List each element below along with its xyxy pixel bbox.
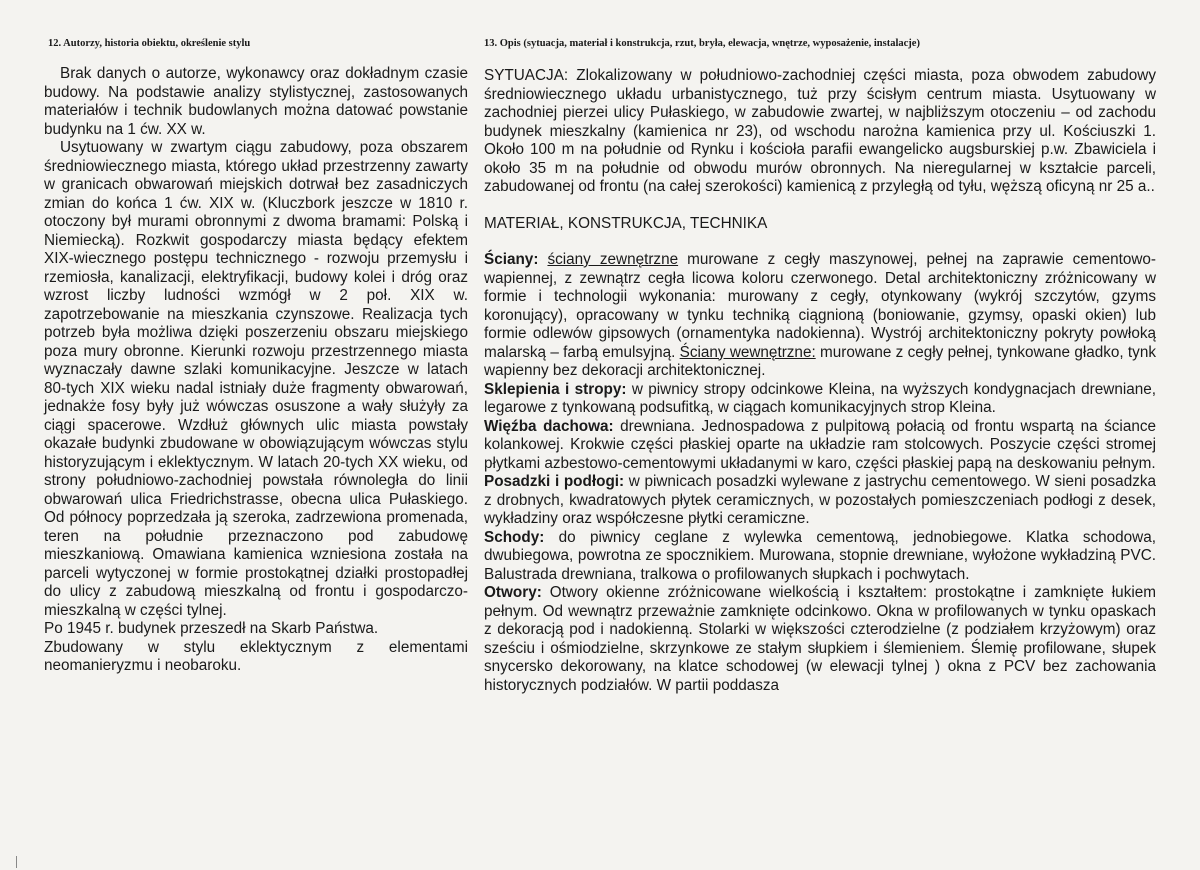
vaults-label: Sklepienia i stropy:	[484, 380, 627, 398]
floors-label: Posadzki i podłogi:	[484, 473, 625, 490]
paragraph-floors	[484, 473, 1156, 529]
floors-text: w piwnicach posadzki wylewane z jastrychu cementowego. W sieni posadzka z drobnych, kwadratowych płytek ceramicznych, w pozostałych pomieszczeniach podłogi z desek, wykładziny oraz współczesne płytki ceramiczne.	[484, 473, 1156, 527]
left-column	[44, 38, 468, 676]
paragraph-openings	[484, 584, 1156, 695]
material-heading: MATERIAŁ, KONSTRUKCJA, TECHNIKA	[484, 214, 768, 232]
outer-walls-text: murowane z cegły maszynowej, pełnej na zaprawie cementowo-wapiennej, z zewnątrz cegła licowa koloru czerwonego. Detal architektoniczny zróżnicowany w formie i technologii wykonania: murowany z cegły, otynkowany (wykrój szczytów, gzyms koronujący), opracowany w tynku techniką ciągnioną (boniowanie, gzymsy, opaski okien) lub formie odlewów gipsowych (ornamentyka nadokienna). Wystrój architektoniczny pokryty powłoką malarską – farbą emulsyjną.	[484, 251, 1156, 361]
roof-text: drewniana. Jednospadowa z pulpitową połacią od frontu wspartą na ściance kolankowej. Krokwie części płaskiej oparte na układzie ram stolcowych. Poszycie części stromej płytkami azbestowo-cementowymi układanymi w karo, części płaskiej papą na deskowaniu pełnym.	[484, 417, 1156, 472]
section-12-header: 12. Autorzy, historia obiektu, określenie stylu	[48, 38, 251, 49]
section-13-header: 13. Opis (sytuacja, materiał i konstrukcja, rzut, bryła, elewacja, wnętrze, wyposażenie, instalacje)	[484, 38, 920, 49]
paragraph-stairs	[484, 529, 1156, 585]
paragraph-vaults	[484, 381, 1156, 418]
paragraph-roof	[484, 418, 1156, 474]
section-12-body	[44, 65, 468, 676]
stairs-label: Schody:	[484, 528, 545, 546]
inner-walls-label: Ściany wewnętrzne:	[679, 343, 816, 361]
vaults-text: w piwnicy stropy odcinkowe Kleina, na wyższych kondygnacjach drewniane, legarowe z tynkowaną podsufitką, w ciągach komunikacyjnych strop Kleina.	[484, 380, 1157, 416]
inner-walls-text: murowane z cegły pełnej, tynkowane gładko, tynk wapienny bez dekoracji architektonicznej.	[484, 343, 1156, 379]
paragraph-ownership: Po 1945 r. budynek przeszedł na Skarb Państwa.	[44, 620, 379, 637]
scan-mark	[16, 856, 17, 868]
outer-walls-label: ściany zewnętrzne	[547, 251, 679, 268]
right-column	[484, 38, 1156, 695]
stairs-text: do piwnicy ceglane z wylewka cementową, jednobiegowe. Klatka schodowa, dwubiegowa, powrotna ze spocznikiem. Murowana, stopnie drewniane, wyłożone wykładziną PVC. Balustrada drewniana, tralkowa o profilowanych słupkach i pochwytach.	[484, 528, 1156, 583]
openings-text: Otwory okienne zróżnicowane wielkością i kształtem: prostokątne i zamknięte łukiem pełnym. Od wewnątrz przeważnie zamknięte odcinkowo. Okna w profilowanych w tynku opaskach z dekoracją pod i nadokienną. Stolarki w większości czterodzielne (z podziałem krzyżowym) oraz sześciu i ośmiodzielne, skrzynkowe ze stałym słupkiem i ślemieniem. Ślemię profilowane, słupek snycersko dekorowany, na klatce schodowej (w elewacji tylnej ) okna z PCV bez zachowania historycznych podziałów. W partii poddasza	[484, 584, 1156, 694]
paragraph-style: Zbudowany w stylu eklektycznym z elementami neomanieryzmu i neobaroku.	[44, 638, 468, 674]
paragraph-authors: Brak danych o autorze, wykonawcy oraz dokładnym czasie budowy. Na podstawie analizy stylistycznej, zastosowanych materiałów i technik budowlanych można datować powstanie budynku na 1 ćw. XX w.	[44, 65, 468, 138]
openings-label: Otwory:	[484, 584, 542, 601]
section-13-body	[484, 67, 1156, 695]
paragraph-walls	[484, 251, 1156, 381]
paragraph-situation: SYTUACJA: Zlokalizowany w południowo-zachodniej części miasta, poza obwodem zabudowy średniowiecznego układu urbanistycznego, tuż przy ścisłym centrum miasta. Usytuowany w zachodniej pierzei ulicy Pułaskiego, w zabudowie zwartej, w najbliższym otoczeniu – od zachodu budynek mieszkalny (kamienica nr 23), od wschodu narożna kamienica przy ul. Kościuszki 1. Około 100 m na południe od Rynku i kościoła parafii ewangelicko augsburskiej p.w. Zbawiciela i około 35 m na południe od obwodu murów obronnych. Na nieregularnej w kształcie parceli, zabudowanej od frontu (na całej szerokości) kamienicą z przyległą od tyłu, węższą oficyną nr 25 a..	[484, 67, 1156, 195]
roof-label: Więźba dachowa:	[484, 417, 614, 435]
walls-label: Ściany:	[484, 251, 539, 268]
paragraph-history: Usytuowany w zwartym ciągu zabudowy, poza obszarem średniowiecznego miasta, którego układ przestrzenny zawarty w granicach obwarowań miejskich dotrwał bez zasadniczych zmian do końca 1 ćw. XIX w. (Kluczbork jeszcze w 1810 r. otoczony był murami obronnymi z dwoma bramami: Polską i Niemiecką). Rozkwit gospodarczy miasta będący efektem XIX-wiecznego postępu technicznego - rozwoju przemysłu i rzemiosła, kanalizacji, elektryfikacji, budowy kolei i dróg oraz wzrost liczby ludności wzmógł w 2 poł. XIX w. zapotrzebowanie na mieszkania czynszowe. Realizacja tych potrzeb była możliwa dzięki poszerzeniu obszaru miejskiego poza mury obronne. Kierunki rozwoju przestrzennego miasta wyznaczały dawne szlaki komunikacyjne. Jeszcze w latach 80-tych XIX wieku nadal istniały duże fragmenty obwarowań, jednakże fosy były już wówczas osuszone a wały służyły za ciągi spacerowe. Wzdłuż głównych ulic miasta powstały okazałe budynki zbudowane w obowiązującym wówczas stylu historyzującym i eklektycznym. W latach 20-tych XX wieku, od strony południowo-zachodniej powstała równoległa do linii obwarowań ulica Friedrichstrasse, obecna ulica Pułaskiego. Od północy poprzedzała ją szeroka, zadrzewiona promenada, teren na południe przeznaczono pod zabudowę mieszkaniową. Omawiana kamienica wzniesiona została na parceli wytyczonej w formie prostokątnej działki prostopadłej do ulicy z zabudową mieszkalną od frontu i gospodarczo-mieszkalną w części tylnej.	[44, 139, 468, 619]
